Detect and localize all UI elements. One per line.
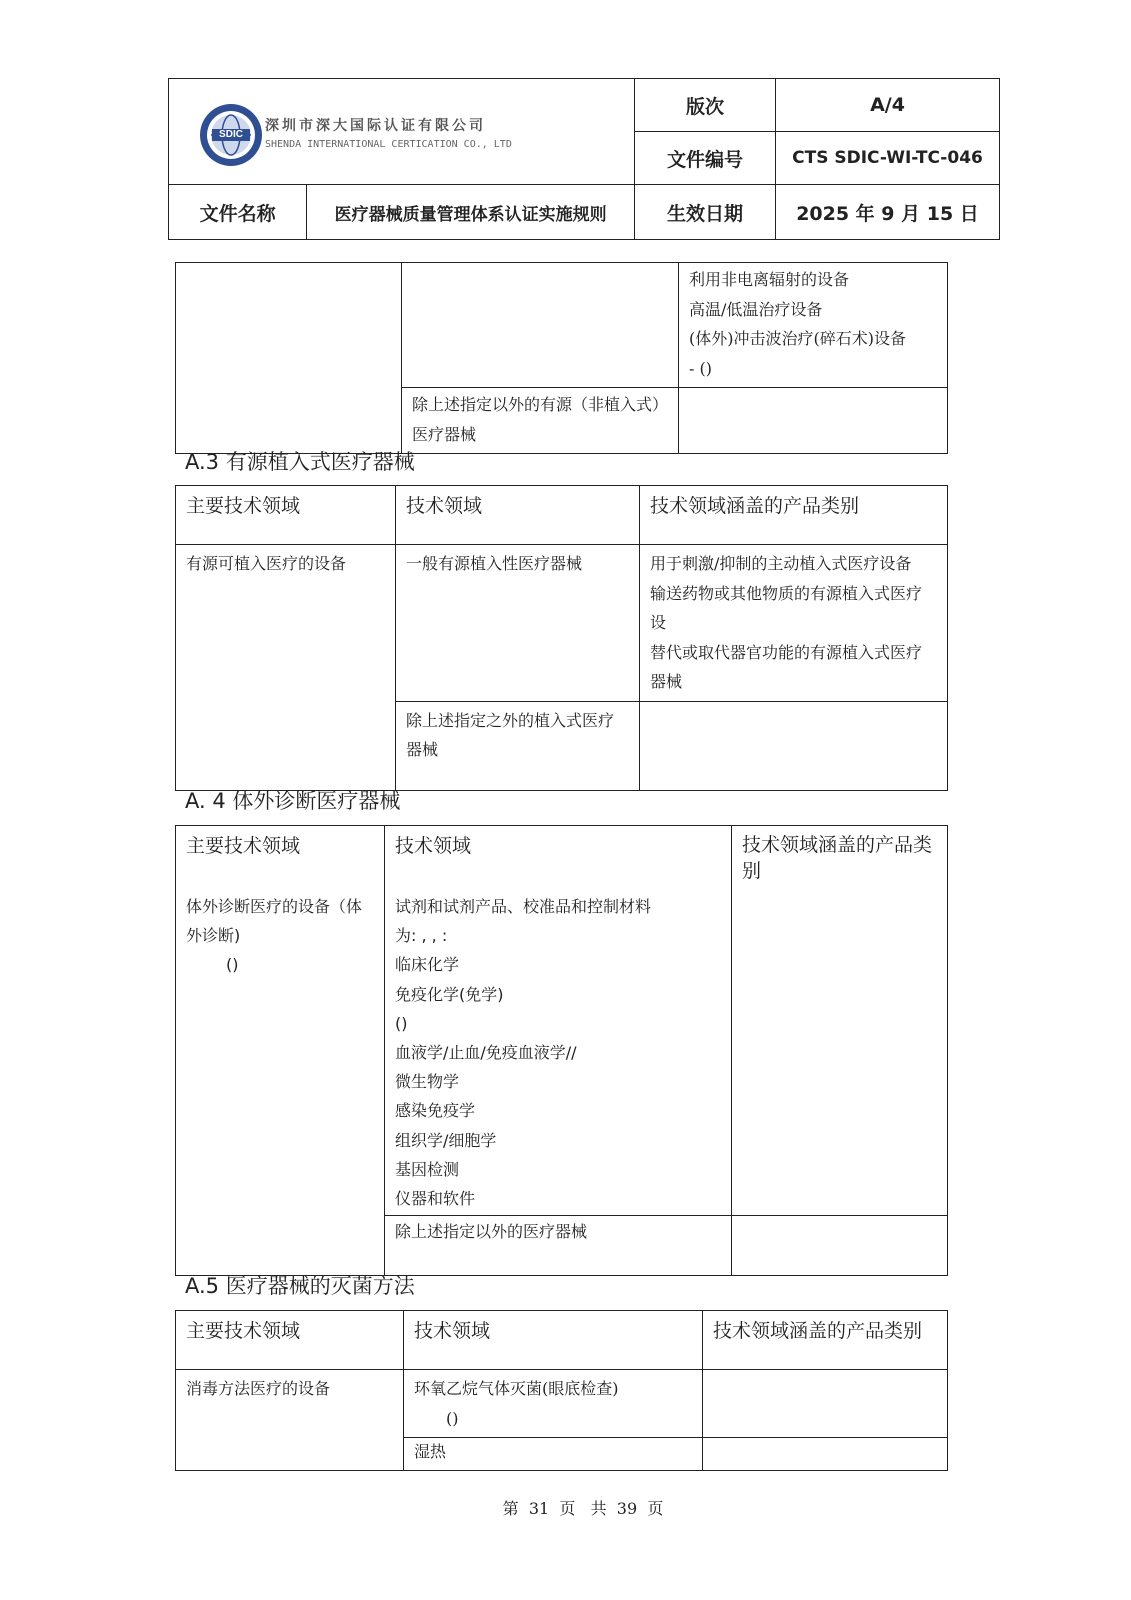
text-line: () xyxy=(226,955,239,974)
document-header-table xyxy=(168,78,1000,240)
effective-value: 2025 年 9 月 15 日 xyxy=(776,185,1000,240)
column-header: 主要技术领域 xyxy=(176,486,396,545)
section-title-a4: A. 4 体外诊断医疗器械 xyxy=(185,789,401,813)
company-name-en: SHENDA INTERNATIONAL CERTICATION CO., LTD xyxy=(265,139,512,150)
list-item: (体外)冲击波治疗(碎石术)设备 xyxy=(689,329,906,348)
main-field-cell xyxy=(176,890,385,1276)
product-list-cell xyxy=(679,263,948,388)
table-cell xyxy=(703,1370,948,1438)
table-cell xyxy=(640,701,948,790)
product-list-cell xyxy=(640,545,948,702)
text-line: () xyxy=(446,1408,459,1428)
text-line: 除上述指定之外的植入式医疗 xyxy=(406,710,615,730)
version-value: A/4 xyxy=(776,79,1000,132)
other-field-cell xyxy=(402,388,679,454)
company-name-cn: 深圳市深大国际认证有限公司 xyxy=(265,118,486,134)
table-cell xyxy=(402,263,679,388)
list-item: 器械 xyxy=(650,672,683,691)
other-field-cell xyxy=(396,701,640,790)
column-header: 主要技术领域 xyxy=(176,826,385,891)
list-item: 利用非电离辐射的设备 xyxy=(689,270,850,289)
list-item: 高温/低温治疗设备 xyxy=(689,299,823,319)
table-a4 xyxy=(175,825,948,1276)
list-item: 仪器和软件 xyxy=(395,1189,476,1209)
table-cell xyxy=(732,1216,948,1276)
list-item: 为: , , : xyxy=(395,926,448,946)
list-item: 组织学/细胞学 xyxy=(395,1130,497,1150)
docno-label: 文件编号 xyxy=(635,132,776,185)
field-list-cell xyxy=(385,890,732,1216)
column-header xyxy=(732,826,948,891)
list-item: () xyxy=(395,1013,408,1033)
list-item: 输送药物或其他物质的有源植入式医疗 xyxy=(650,583,923,603)
list-item: 临床化学 xyxy=(395,955,460,975)
list-item: 替代或取代器官功能的有源植入式医疗 xyxy=(650,642,923,662)
section-title-a5: A.5 医疗器械的灭菌方法 xyxy=(185,1274,415,1298)
table-a5 xyxy=(175,1310,948,1471)
text-line: 医疗器械 xyxy=(412,424,477,444)
page-number: 第 31 页 共 39 页 xyxy=(502,1499,664,1518)
logo-text: SDIC xyxy=(219,129,243,140)
list-item: 试剂和试剂产品、校准品和控制材料 xyxy=(395,897,652,916)
text-line: 外诊断) xyxy=(186,926,241,945)
company-logo-cell xyxy=(169,79,635,185)
text-line: 器械 xyxy=(406,740,439,759)
table-cell xyxy=(732,890,948,1216)
list-item: 免疫化学(免学) xyxy=(395,984,504,1004)
column-header: 技术领域涵盖的产品类别 xyxy=(640,486,948,545)
field-cell xyxy=(404,1370,703,1438)
list-item: 血液学/止血/免疫血液学// xyxy=(395,1043,577,1063)
list-item: 微生物学 xyxy=(395,1072,460,1092)
text-line: 别 xyxy=(742,860,762,882)
list-item: - () xyxy=(689,358,712,378)
table-cell xyxy=(176,263,402,454)
table-cell xyxy=(679,388,948,454)
text-line: 除上述指定以外的有源（非植入式） xyxy=(412,395,669,414)
field-cell: 湿热 xyxy=(404,1438,703,1471)
text-line: 体外诊断医疗的设备（体 xyxy=(186,897,363,916)
table-cell xyxy=(703,1438,948,1471)
list-item: 设 xyxy=(650,613,667,632)
other-field-cell: 除上述指定以外的医疗器械 xyxy=(385,1216,732,1276)
list-item: 用于刺激/抑制的主动植入式医疗设备 xyxy=(650,554,912,573)
docname-value: 医疗器械质量管理体系认证实施规则 xyxy=(307,185,635,240)
field-cell: 一般有源植入性医疗器械 xyxy=(396,545,640,702)
effective-label: 生效日期 xyxy=(635,185,776,240)
main-field-cell: 有源可植入医疗的设备 xyxy=(176,545,396,791)
docno-value: CTS SDIC-WI-TC-046 xyxy=(776,132,1000,185)
company-logo xyxy=(199,103,263,167)
column-header: 主要技术领域 xyxy=(176,1311,404,1370)
version-label: 版次 xyxy=(635,79,776,132)
text-line: 环氧乙烷气体灭菌(眼底检查) xyxy=(414,1379,619,1398)
column-header: 技术领域 xyxy=(385,826,732,891)
column-header: 技术领域 xyxy=(396,486,640,545)
list-item: 基因检测 xyxy=(395,1159,460,1179)
main-field-cell: 消毒方法医疗的设备 xyxy=(176,1370,404,1471)
list-item: 感染免疫学 xyxy=(395,1101,476,1121)
section-title-a3: A.3 有源植入式医疗器械 xyxy=(185,450,415,474)
column-header: 技术领域涵盖的产品类别 xyxy=(703,1311,948,1370)
table-a3 xyxy=(175,485,948,791)
column-header: 技术领域 xyxy=(404,1311,703,1370)
docname-label: 文件名称 xyxy=(169,185,307,240)
table-a2-continued xyxy=(175,262,948,454)
text-line: 技术领域涵盖的产品类 xyxy=(742,834,933,856)
